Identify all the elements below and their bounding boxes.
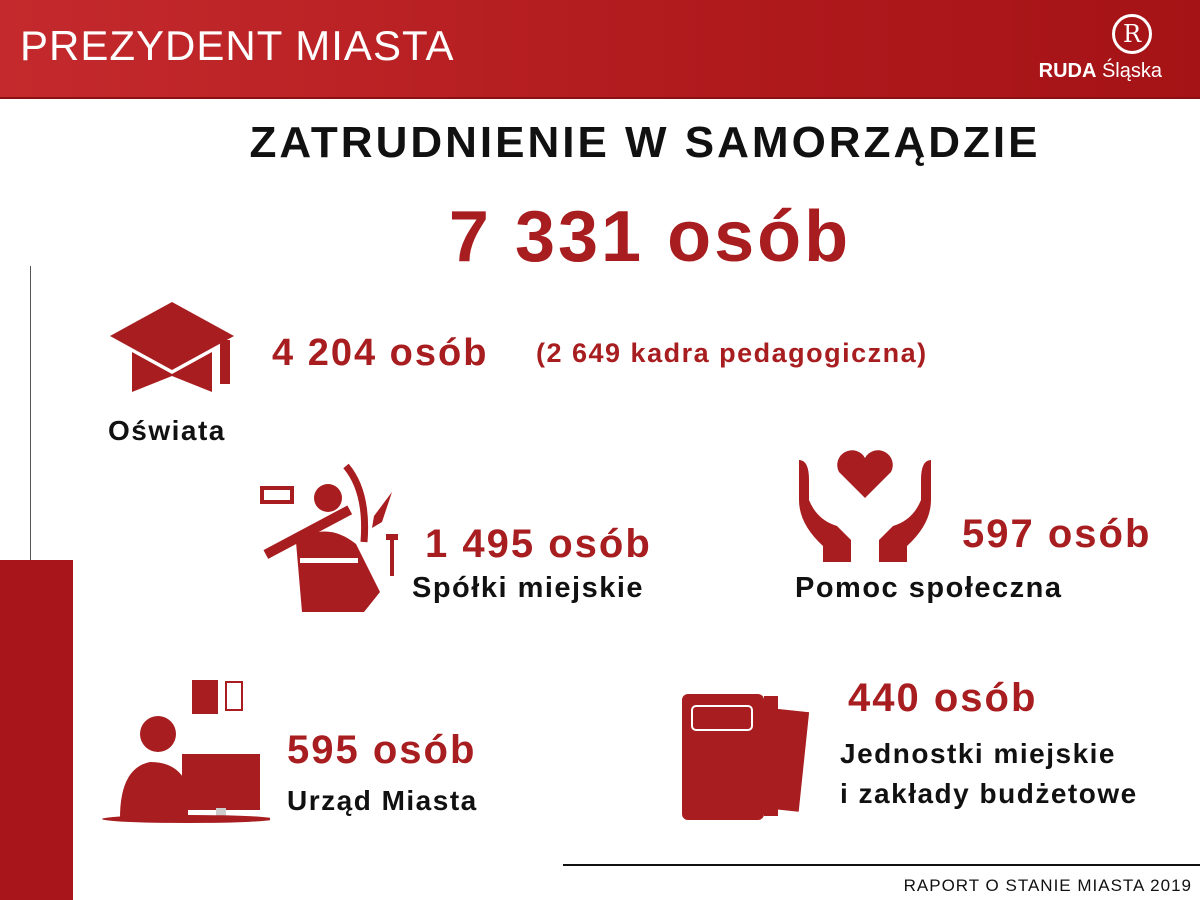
total-employment: 7 331 osób [448,197,852,277]
graduation-cap-icon [108,300,236,400]
header-banner [0,0,1200,99]
office-worker-icon [100,678,270,823]
oswiata-label: Oświata [108,415,226,446]
decorative-left-bar [0,560,73,900]
pomoc-value: 597 osób [962,512,1152,556]
spolki-value: 1 495 osób [425,522,652,566]
logo-bold: RUDA [1038,60,1097,82]
documents-icon [680,692,810,822]
jednostki-value: 440 osób [848,676,1038,720]
footer-divider [563,864,1200,866]
oswiata-note: (2 649 kadra pedagogiczna) [536,338,928,368]
urzad-value: 595 osób [287,728,477,772]
logo-text [1039,60,1162,83]
header-title: PREZYDENT MIASTA [20,22,455,69]
ruda-slaska-logo [1032,14,1162,86]
worker-icon [256,462,411,614]
urzad-label: Urząd Miasta [287,785,478,816]
page-title: ZATRUDNIENIE W SAMORZĄDZIE [249,118,1041,167]
divider-vertical [30,266,31,560]
pomoc-label: Pomoc społeczna [795,572,1063,604]
jednostki-label-line2: i zakłady budżetowe [840,778,1138,809]
logo-light: Śląska [1101,60,1162,82]
oswiata-value: 4 204 osób [272,332,489,374]
jednostki-label-line1: Jednostki miejskie [840,738,1117,769]
spolki-label: Spółki miejskie [412,572,645,604]
footer-text: RAPORT O STANIE MIASTA 2019 [903,876,1192,895]
logo-mark-icon: R [1112,14,1152,54]
hands-heart-icon [795,450,935,566]
